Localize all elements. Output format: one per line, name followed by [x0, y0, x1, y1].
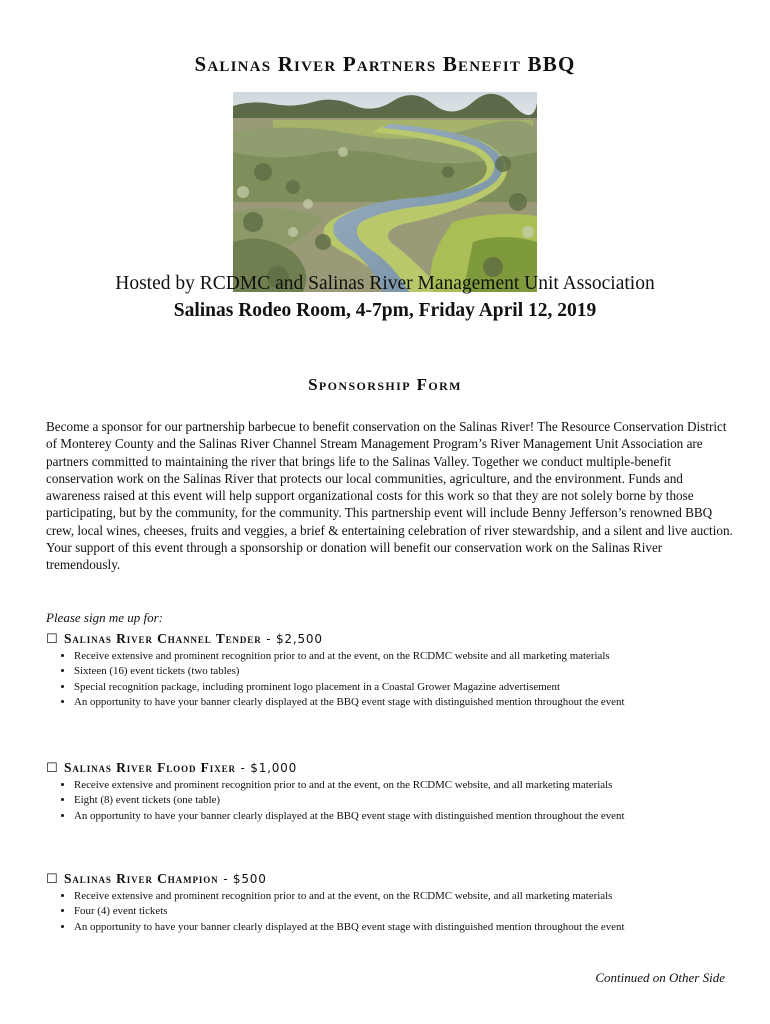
hosted-by-line: Hosted by RCDMC and Salinas River Management Unit Association: [115, 273, 655, 294]
tier-price: - $1,000: [235, 761, 298, 775]
river-landscape-image: [233, 92, 537, 292]
tier-heading: [46, 871, 736, 887]
benefit-item: • Eight (8) event tickets (one table): [74, 793, 714, 808]
continued-note: Continued on Other Side: [595, 970, 725, 985]
benefit-item: • Receive extensive and prominent recognition prior to and at the event, on the RCDMC website, and all marketing materials: [74, 889, 734, 904]
tier-name: Salinas River Flood Fixer: [64, 760, 236, 775]
river-photo: [233, 92, 537, 292]
benefit-item: • Four (4) event tickets: [74, 904, 734, 919]
checkbox-icon[interactable]: ☐: [46, 761, 58, 776]
benefit-list: [46, 649, 734, 710]
benefit-item: • An opportunity to have your banner clearly displayed at the BBQ event stage with distinguished mention throughout the event: [74, 920, 734, 935]
checkbox-icon[interactable]: ☐: [46, 632, 58, 647]
tier-champion: [46, 871, 736, 935]
form-title: Sponsorship Form: [308, 375, 462, 394]
tier-price: - $500: [218, 872, 267, 886]
benefit-item: • Receive extensive and prominent recognition prior to and at the event, on the RCDMC website, and all marketing materials: [74, 778, 714, 793]
tier-heading: [46, 631, 736, 647]
venue-date-line: Salinas Rodeo Room, 4-7pm, Friday April 12, 2019: [173, 300, 597, 321]
event-title: Salinas River Partners Benefit BBQ: [194, 52, 576, 76]
checkbox-icon[interactable]: ☐: [46, 872, 58, 887]
tier-name: Salinas River Champion: [64, 871, 219, 886]
benefit-list: [46, 889, 734, 935]
benefit-item: • An opportunity to have your banner clearly displayed at the BBQ event stage with distinguished mention throughout the event: [74, 695, 734, 710]
benefit-list: [46, 778, 714, 824]
benefit-item: • Special recognition package, including prominent logo placement in a Coastal Grower Magazine advertisement: [74, 680, 734, 695]
tier-heading: [46, 760, 736, 776]
benefit-item: • Sixteen (16) event tickets (two tables): [74, 664, 734, 679]
tier-name: Salinas River Channel Tender: [64, 631, 262, 646]
tier-price: - $2,500: [261, 632, 323, 646]
intro-paragraph: Become a sponsor for our partnership barbecue to benefit conservation on the Salinas River! The Resource Conservation District of Monterey County and the Salinas River Channel Stream Management Program’s River Management Unit Association are partners committed to maintaining the river that brings life to the Salinas Valley. Together we conduct multiple-benefit conservation work on the Salinas River that protects our local communities, agriculture, and the environment. Funds and awareness raised at this event will help support organizational costs for this work so that they are not solely borne by those participating, but by the community, for the community. This partnership event will include Benny Jefferson’s renowned BBQ crew, local wines, cheeses, fruits and veggies, a brief & entertaining celebration of river stewardship, and a silent and live auction. Your support of this event through a sponsorship or donation will benefit our conservation work on the Salinas River tremendously.: [46, 419, 733, 573]
tier-flood-fixer: [46, 760, 736, 824]
tier-channel-tender: [46, 631, 736, 710]
benefit-item: • Receive extensive and prominent recognition prior to and at the event, on the RCDMC website and all marketing materials: [74, 649, 734, 664]
benefit-item: • An opportunity to have your banner clearly displayed at the BBQ event stage with distinguished mention throughout the event: [74, 809, 714, 824]
signup-prompt: Please sign me up for:: [46, 610, 163, 625]
